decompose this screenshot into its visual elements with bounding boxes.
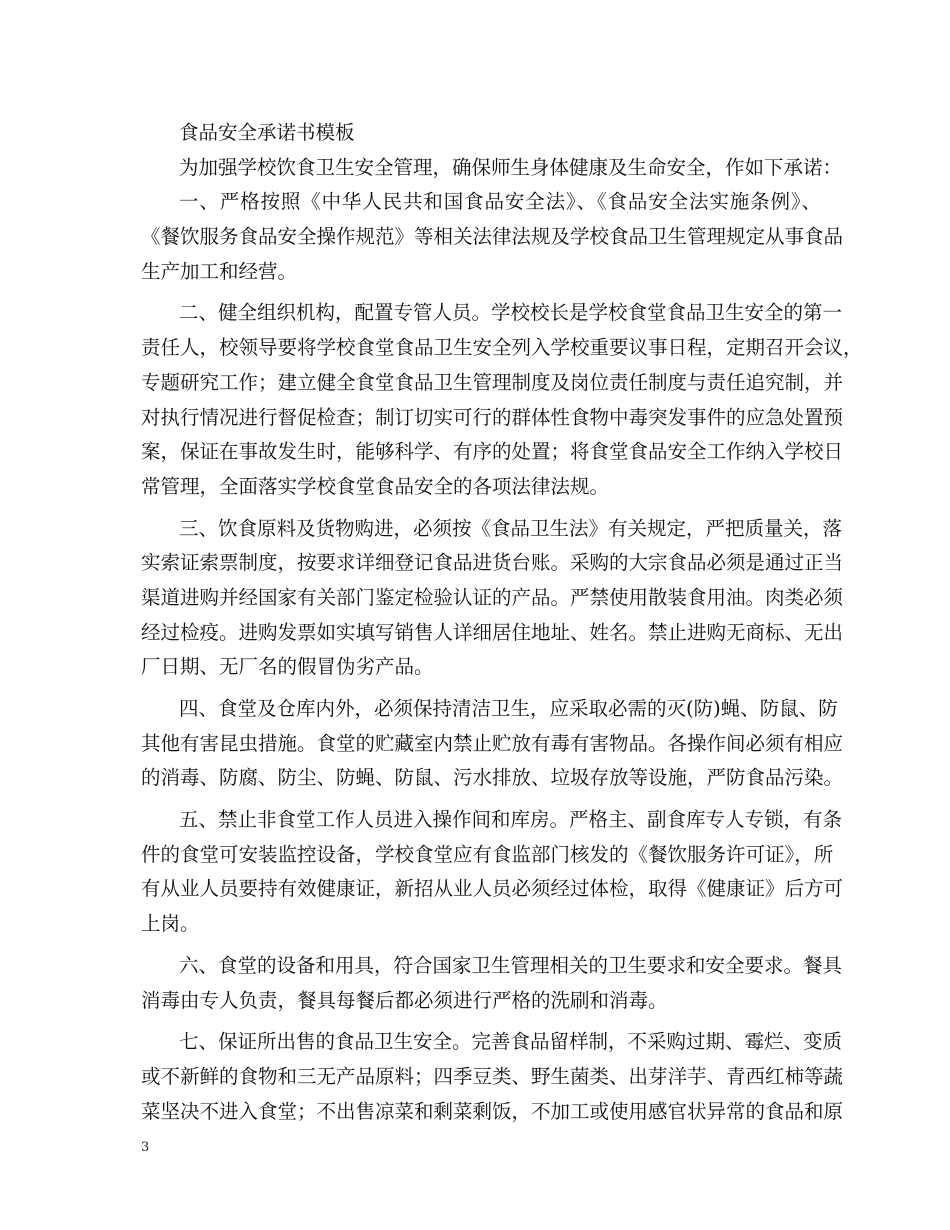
- paragraph-line: 其他有害昆虫措施。食堂的贮藏室内禁止贮放有毒有害物品。各操作间必须有相应: [141, 731, 844, 755]
- paragraph-line: 实索证索票制度，按要求详细登记食品进货台账。采购的大宗食品必须是通过正当: [141, 551, 844, 575]
- paragraph-line: 常管理，全面落实学校食堂食品安全的各项法律法规。: [141, 474, 610, 498]
- paragraph-line: 有从业人员要持有效健康证，新招从业人员必须经过体检，取得《健康证》后方可: [141, 877, 844, 901]
- paragraph-line: 专题研究工作；建立健全食堂食品卫生管理制度及岗位责任制度与责任追究制，并: [141, 370, 844, 394]
- paragraph-line: 案，保证在事故发生时，能够科学、有序的处置；将食堂食品安全工作纳入学校日: [141, 440, 844, 464]
- paragraph-line: 《餐饮服务食品安全操作规范》等相关法律法规及学校食品卫生管理规定从事食品: [141, 225, 844, 249]
- paragraph-line: 上岗。: [141, 912, 200, 936]
- paragraph-line: 生产加工和经营。: [141, 259, 298, 283]
- paragraph-line: 一、严格按照《中华人民共和国食品安全法》、《食品安全法实施条例》、: [179, 190, 821, 214]
- paragraph-1: [141, 185, 844, 289]
- page-number: 3: [141, 1140, 150, 1155]
- paragraph-line: 消毒由专人负责，餐具每餐后都必须进行严格的洗刷和消毒。: [141, 988, 668, 1012]
- paragraph-2: [141, 296, 863, 504]
- document-body: [141, 116, 863, 1129]
- paragraph-line: 六、食堂的设备和用具，符合国家卫生管理相关的卫生要求和安全要求。餐具: [179, 953, 843, 977]
- paragraph-7: [141, 1025, 844, 1129]
- paragraph-line: 的消毒、防腐、防尘、防蝇、防鼠、污水排放、垃圾存放等设施，严防食品污染。: [141, 766, 844, 790]
- document-title: 食品安全承诺书模板: [179, 121, 355, 144]
- paragraph-line: 件的食堂可安装监控设备，学校食堂应有食监部门核发的《餐饮服务许可证》，所: [141, 842, 834, 866]
- paragraph-line: 三、饮食原料及货物购进，必须按《食品卫生法》有关规定，严把质量关，落: [179, 516, 843, 540]
- paragraph-line: 二、健全组织机构，配置专管人员。学校校长是学校食堂食品卫生安全的第一: [179, 301, 843, 325]
- paragraph-line: 五、禁止非食堂工作人员进入操作间和库房。严格主、副食库专人专锁，有条: [179, 808, 843, 832]
- paragraph-line: 菜坚决不进入食堂；不出售凉菜和剩菜剩饭，不加工或使用感官状异常的食品和原: [141, 1099, 844, 1123]
- paragraph-3: [141, 512, 844, 685]
- paragraph-line: 四、食堂及仓库内外，必须保持清洁卫生，应采取必需的灭(防)蝇、防鼠、防: [179, 697, 838, 720]
- paragraph-line: 七、保证所出售的食品卫生安全。完善食品留样制，不采购过期、霉烂、变质: [179, 1030, 843, 1054]
- paragraph-5: [141, 803, 844, 942]
- paragraph-line: 渠道进购并经国家有关部门鉴定检验认证的产品。严禁使用散装食用油。肉类必须: [141, 585, 844, 609]
- paragraph-4: [141, 692, 844, 796]
- paragraph-line: 厂日期、无厂名的假冒伪劣产品。: [141, 655, 434, 679]
- intro-text: 为加强学校饮食卫生安全管理，确保师生身体健康及生命安全，作如下承诺：: [179, 155, 843, 179]
- paragraph-line: 或不新鲜的食物和三无产品原料；四季豆类、野生菌类、出芽洋芋、青西红柿等蔬: [141, 1064, 844, 1088]
- paragraph-line: 经过检疫。进购发票如实填写销售人详细居住地址、姓名。禁止进购无商标、无出: [141, 620, 844, 644]
- paragraph-line: 责任人，校领导要将学校食堂食品卫生安全列入学校重要议事日程，定期召开会议，: [141, 336, 863, 360]
- paragraph-line: 对执行情况进行督促检查；制订切实可行的群体性食物中毒突发事件的应急处置预: [141, 405, 844, 429]
- paragraph-6: [141, 949, 843, 1018]
